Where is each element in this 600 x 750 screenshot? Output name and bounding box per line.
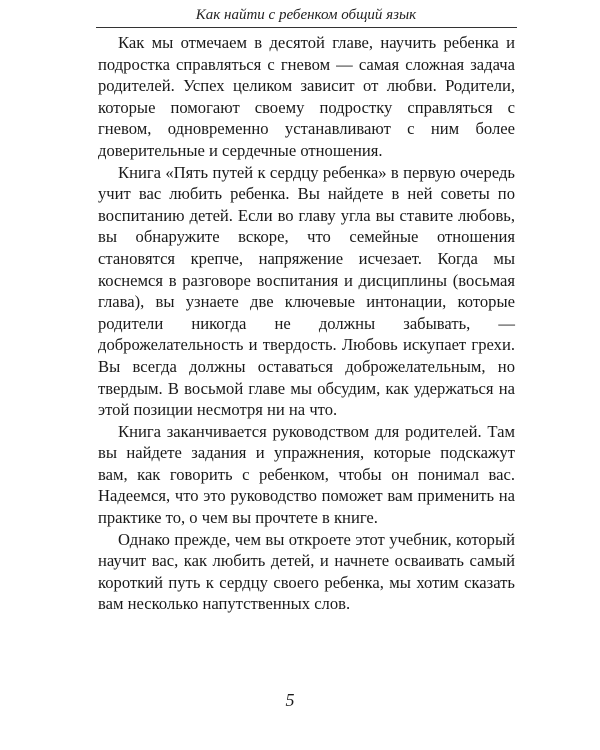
paragraph: Книга заканчивается руководством для родителей. Там вы найдете задания и упражнения, которые подскажут вам, как говорить с ребенком, чтобы он понимал вас. Надеемся, что это руководство поможет вам применить на практике то, о чем вы прочтете в книге. [98,421,515,528]
page-number: 5 [285,690,295,710]
running-head: Как найти с ребенком общий язык [195,7,417,23]
header-rule [96,27,517,28]
body-text [98,32,515,615]
paragraph: Как мы отмечаем в десятой главе, научить ребенка и подростка справляться с гневом — самая сложная задача родителей. Успех целиком зависит от любви. Родители, которые помогают своему подростку справляться с гневом, одновременно устанавливают с ним более доверительные и сердечные отношения. [98,33,515,160]
paragraph: Книга «Пять путей к сердцу ребенка» в первую очередь учит вас любить ребенка. Вы найдете в ней советы по воспитанию детей. Если во главу угла вы ставите любовь, вы обнаружите вскоре, что семейные отношения становятся крепче, напряжение исчезает. Когда мы коснемся в разговоре воспитания и дисциплины (восьмая глава), вы узнаете две ключевые интонации, которые родители никогда не должны забывать, — доброжелательность и твердость. Любовь искупает грехи. Вы всегда должны оставаться доброжелательным, но твердым. В восьмой главе мы обсудим, как удержаться на этой позиции несмотря ни на что. [98,162,515,420]
paragraph: Однако прежде, чем вы откроете этот учебник, который научит вас, как любить детей, и начнете осваивать самый короткий путь к сердцу своего ребенка, мы хотим сказать вам несколько напутственных слов. [98,529,515,614]
